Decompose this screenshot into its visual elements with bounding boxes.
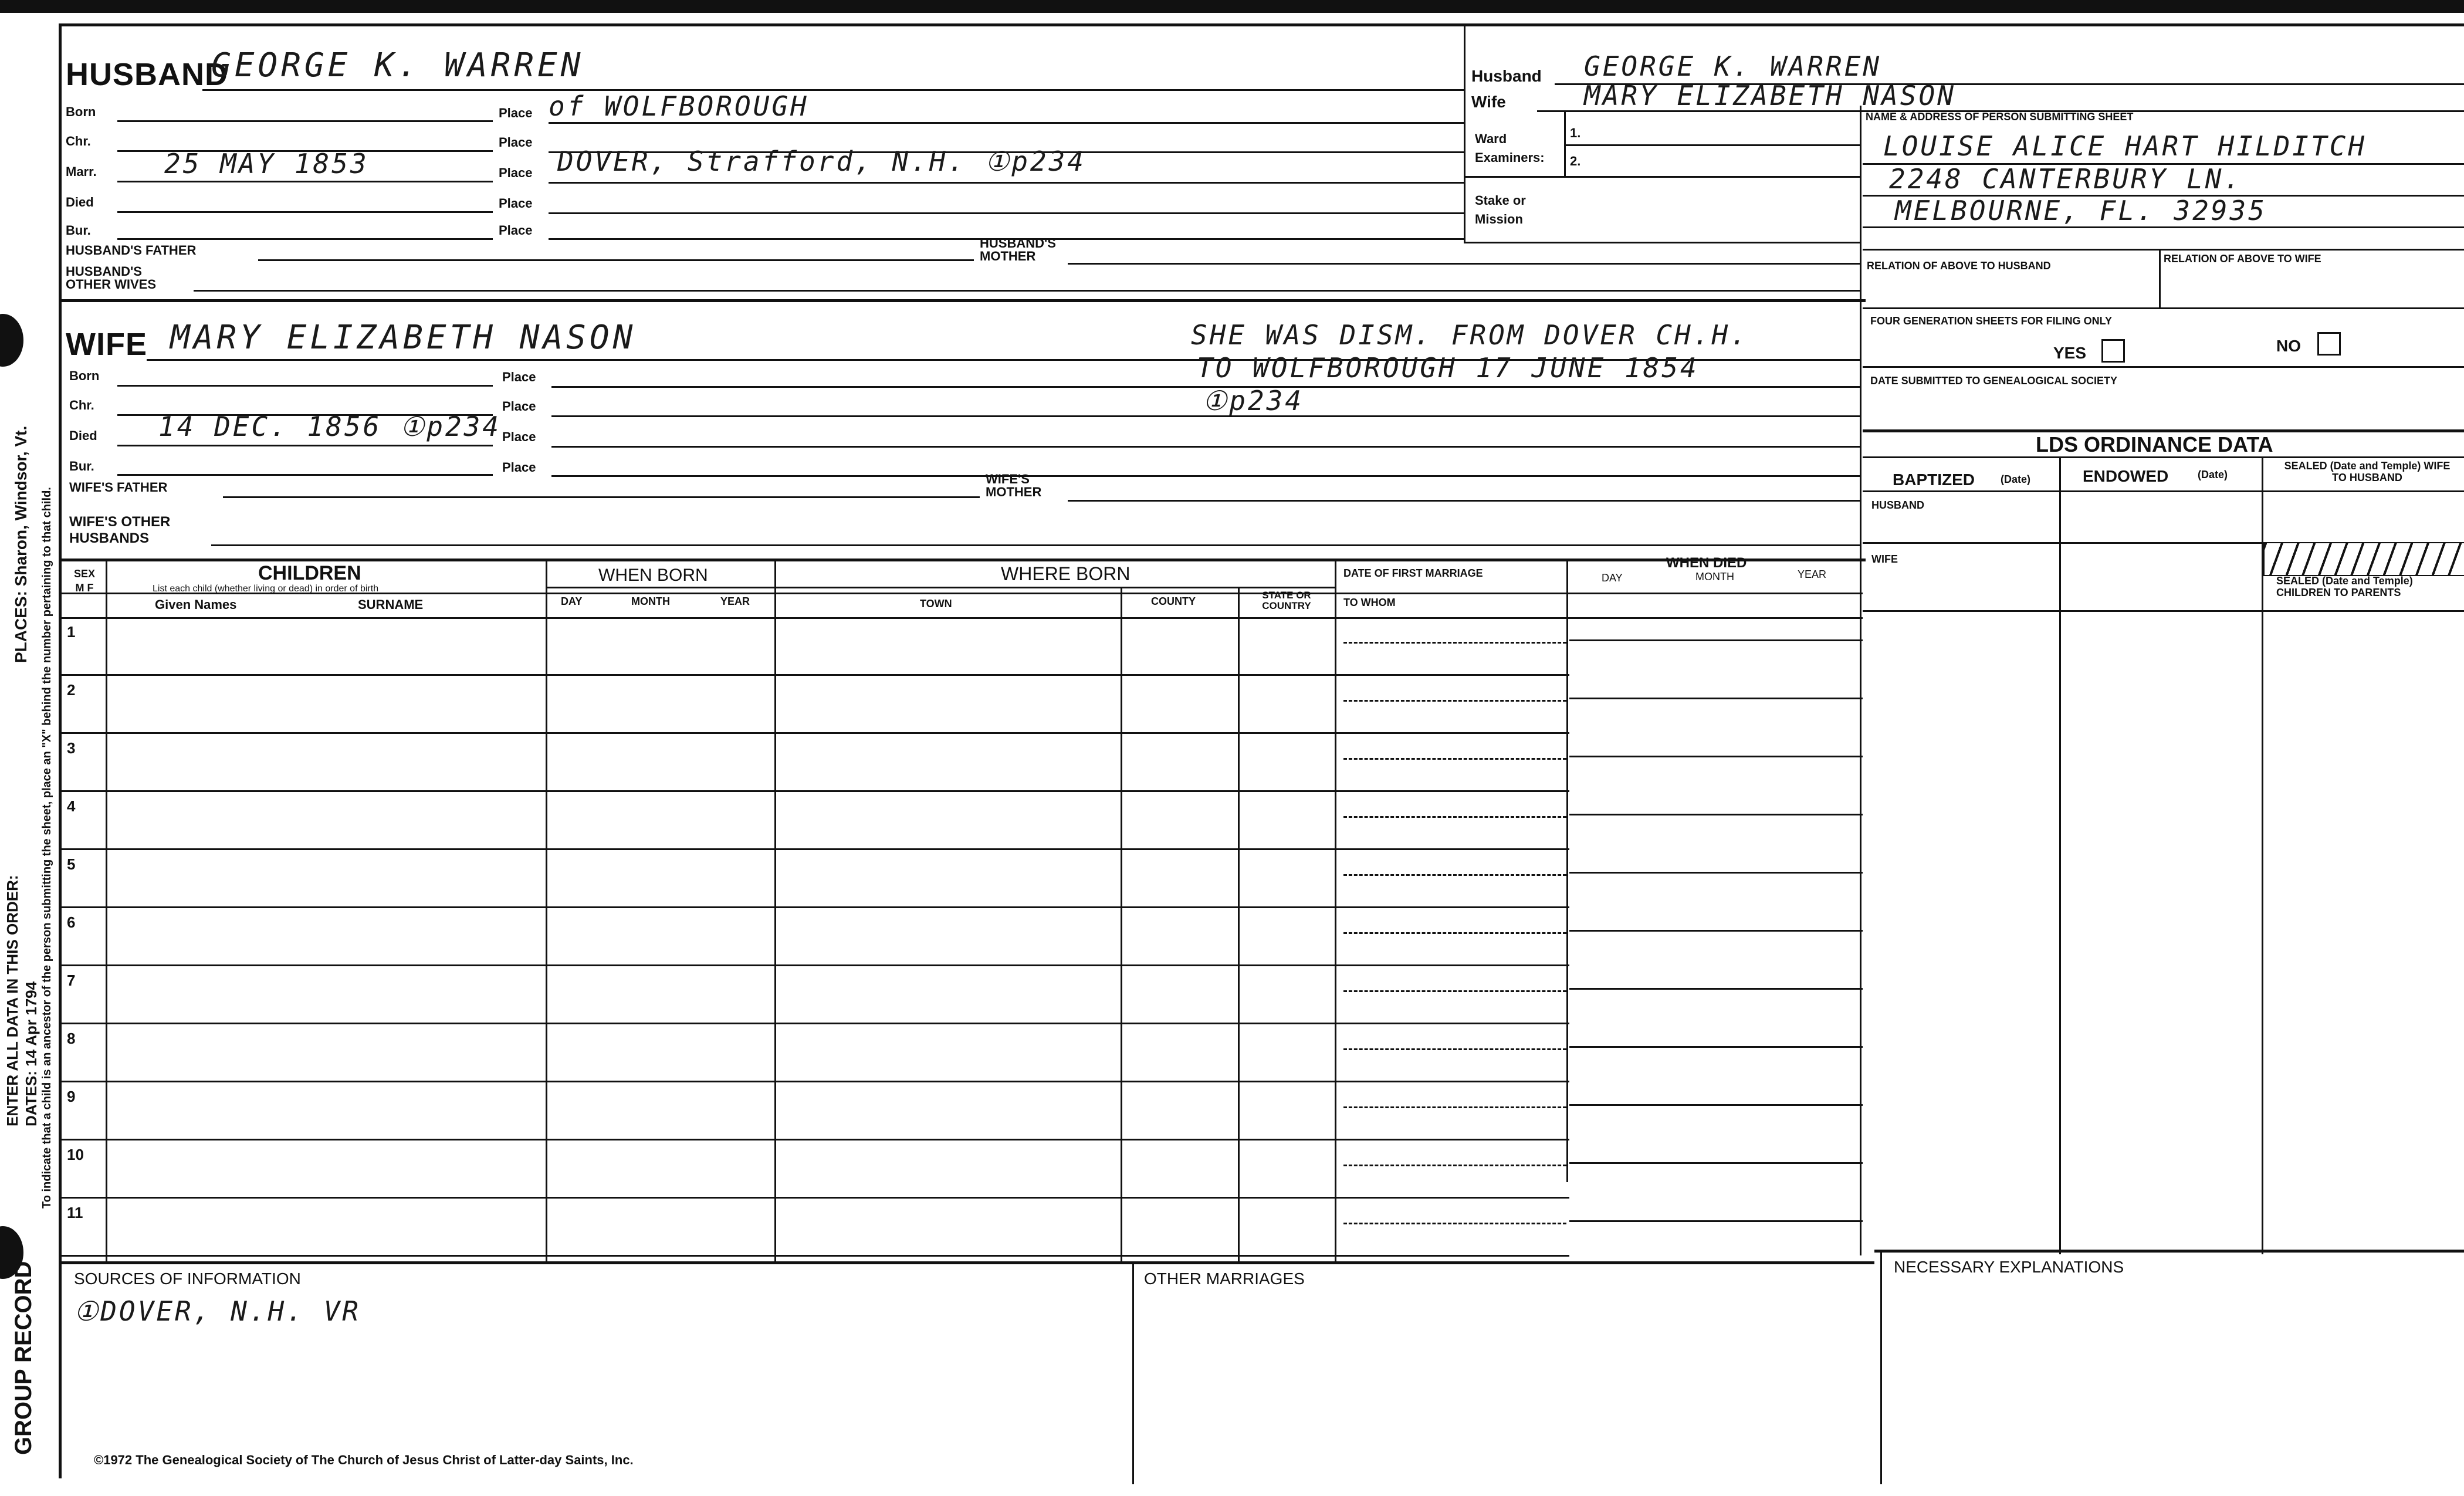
table-row[interactable] — [59, 1140, 1863, 1198]
line — [1863, 366, 2464, 368]
other-marriages-label: OTHER MARRIAGES — [1144, 1270, 1305, 1288]
rh-wife-label: Wife — [1471, 93, 1506, 111]
no-checkbox[interactable] — [2317, 332, 2341, 356]
col-where-born: WHERE BORN — [1001, 563, 1131, 584]
table-row[interactable] — [59, 1082, 1863, 1140]
line — [2262, 456, 2263, 1254]
marriage-dash — [1343, 1048, 1566, 1050]
sources-value[interactable]: ①DOVER, N.H. VR — [74, 1295, 361, 1327]
col-given-names: Given Names — [155, 597, 237, 612]
wifes-other-husbands-label: WIFE'S OTHER HUSBANDS — [69, 514, 171, 546]
line — [117, 120, 493, 122]
rh-husband-label: Husband — [1471, 67, 1542, 85]
col-county: COUNTY — [1151, 595, 1196, 607]
line — [117, 474, 493, 476]
died-line — [1569, 872, 1863, 874]
col-state: STATE OR COUNTRY — [1262, 590, 1311, 611]
section-divider — [59, 559, 1866, 561]
line — [551, 475, 1860, 477]
order-text: ENTER ALL DATA IN THIS ORDER: — [4, 875, 21, 1126]
lds-sealed-wife: SEALED (Date and Temple) WIFE TO HUSBAND — [2284, 460, 2451, 483]
col-died-month: MONTH — [1695, 571, 1734, 583]
sources-label: SOURCES OF INFORMATION — [74, 1270, 301, 1288]
rh-wife-value[interactable]: MARY ELIZABETH NASON — [1584, 80, 1956, 111]
line — [117, 385, 493, 387]
rh-submitter-label: NAME & ADDRESS OF PERSON SUBMITTING SHEET — [1866, 111, 2134, 123]
husband-heading: HUSBAND — [66, 57, 228, 92]
line — [551, 386, 1860, 388]
section-divider — [59, 299, 1866, 302]
died-line — [1569, 1046, 1863, 1048]
line — [194, 290, 1860, 292]
marriage-dash — [1343, 874, 1566, 876]
col-died-year: YEAR — [1798, 568, 1827, 580]
table-row[interactable] — [59, 1024, 1863, 1082]
lds-wife: WIFE — [1871, 553, 1898, 565]
table-row[interactable] — [59, 849, 1863, 908]
wife-died-label: Died — [69, 428, 97, 443]
bottom-col — [1132, 1261, 1134, 1484]
wife-note-line3[interactable]: ①p234 — [1203, 385, 1304, 417]
line — [1464, 242, 1860, 243]
husband-marr-label: Marr. — [66, 164, 97, 179]
row-number: 3 — [67, 739, 76, 757]
husband-name[interactable]: GEORGE K. WARREN — [211, 46, 584, 84]
marriage-dash — [1343, 990, 1566, 992]
husband-chr-label: Chr. — [66, 134, 91, 148]
table-row[interactable] — [59, 791, 1863, 849]
row-line — [59, 1255, 1569, 1257]
line — [1068, 500, 1860, 502]
marriage-dash — [1343, 1106, 1566, 1108]
row-number: 2 — [67, 681, 76, 699]
husband-died-label: Died — [66, 195, 94, 209]
wife-note-line1[interactable]: SHE WAS DISM. FROM DOVER CH.H. — [1191, 319, 1749, 351]
died-line — [1569, 1220, 1863, 1222]
rh-examiner-2: 2. — [1570, 154, 1581, 168]
wife-died-place-label: Place — [502, 429, 536, 444]
marriage-dash — [1343, 642, 1566, 644]
line — [2059, 456, 2061, 1254]
line — [117, 211, 493, 213]
margin-group-record — [12, 1261, 35, 1455]
line — [258, 259, 974, 261]
rh-stake-label: Stake or Mission — [1475, 193, 1526, 226]
places-text: PLACES: Sharon, Windsor, Vt. — [12, 425, 30, 663]
line — [1464, 176, 1860, 178]
line — [1068, 263, 1860, 265]
line — [117, 181, 493, 182]
col-day: DAY — [561, 595, 583, 607]
punch-hole — [0, 314, 23, 367]
line — [551, 415, 1860, 417]
line — [546, 587, 1335, 588]
line — [1863, 610, 2464, 612]
rh-date-submitted: DATE SUBMITTED TO GENEALOGICAL SOCIETY — [1870, 375, 2118, 387]
husband-marr-place[interactable]: DOVER, Strafford, N.H. ①p234 — [557, 145, 1086, 177]
line — [1863, 195, 2464, 197]
col-when-born: WHEN BORN — [598, 566, 708, 585]
row-number: 5 — [67, 855, 76, 873]
bottom-col — [1880, 1250, 1882, 1484]
bottom-divider — [59, 1261, 1874, 1264]
table-row[interactable] — [59, 966, 1863, 1024]
row-number: 6 — [67, 913, 76, 931]
died-line — [1569, 814, 1863, 815]
wife-born-place-label: Place — [502, 370, 536, 384]
wife-name[interactable]: MARY ELIZABETH NASON — [170, 319, 637, 357]
line — [1863, 456, 2464, 458]
hatched-cell — [2263, 542, 2464, 576]
husband-bur-place-label: Place — [499, 223, 533, 238]
line — [1564, 144, 1860, 146]
line — [551, 446, 1860, 448]
col-town: TOWN — [920, 598, 952, 610]
row-number: 11 — [67, 1204, 83, 1221]
husband-died-place-label: Place — [499, 196, 533, 211]
table-row[interactable] — [59, 1198, 1863, 1256]
table-row[interactable] — [59, 733, 1863, 791]
margin-dates — [23, 981, 39, 1126]
lds-endowed: ENDOWED — [2083, 467, 2169, 485]
line — [1863, 490, 2464, 492]
marriage-dash — [1343, 700, 1566, 702]
row-number: 8 — [67, 1030, 76, 1047]
husband-marr-date[interactable]: 25 MAY 1853 — [164, 148, 369, 180]
husbands-father-label: HUSBAND'S FATHER — [66, 243, 197, 258]
husband-chr-place-label: Place — [499, 135, 533, 150]
rh-submitter-line3[interactable]: MELBOURNE, FL. 32935 — [1895, 195, 2267, 226]
rh-examiners-label: Examiners: — [1475, 150, 1545, 165]
husband-born-label: Born — [66, 104, 96, 119]
rh-submitter-line2[interactable]: 2248 CANTERBURY LN. — [1889, 163, 2243, 195]
col-to-whom: TO WHOM — [1343, 597, 1396, 608]
col-first-marriage: DATE OF FIRST MARRIAGE — [1343, 567, 1483, 579]
top-border — [0, 0, 2464, 13]
col-sex: SEX M F — [73, 568, 96, 594]
rh-no-label: NO — [2276, 337, 2301, 355]
died-line — [1569, 930, 1863, 932]
marriage-dash — [1343, 1223, 1566, 1224]
line — [1863, 307, 2464, 309]
rh-yes-label: YES — [2053, 344, 2087, 362]
wife-heading: WIFE — [66, 327, 147, 362]
dates-text: DATES: 14 Apr 1794 — [22, 981, 40, 1126]
marriage-dash — [1343, 1165, 1566, 1166]
row-number: 1 — [67, 623, 76, 641]
husband-name-line — [202, 89, 1464, 91]
row-number: 10 — [67, 1146, 84, 1163]
line — [1863, 249, 2464, 251]
right-header-divider — [1464, 23, 1465, 242]
rh-relation-husband: RELATION OF ABOVE TO HUSBAND — [1867, 260, 2051, 272]
line — [549, 212, 1464, 214]
lds-endowed-date: (Date) — [2198, 469, 2228, 480]
wife-chr-place-label: Place — [502, 399, 536, 414]
copyright: ©1972 The Genealogical Society of The Church of Jesus Christ of Latter-day Saints, Inc. — [94, 1453, 634, 1467]
line — [1564, 111, 1566, 176]
row-number: 9 — [67, 1088, 76, 1105]
col-died-day: DAY — [1602, 572, 1623, 584]
yes-checkbox[interactable] — [2101, 339, 2125, 363]
line — [2159, 249, 2161, 307]
marriage-dash — [1343, 816, 1566, 818]
rh-relation-wife: RELATION OF ABOVE TO WIFE — [2164, 253, 2321, 265]
line — [1863, 163, 2464, 165]
rh-submitter-line1[interactable]: LOUISE ALICE HART HILDITCH — [1883, 130, 2367, 162]
lds-title: LDS ORDINANCE DATA — [2036, 432, 2273, 456]
col-when-died: WHEN DIED — [1666, 555, 1747, 571]
table-row[interactable] — [59, 617, 1863, 675]
lds-baptized: BAPTIZED — [1893, 471, 1975, 489]
husband-bur-label: Bur. — [66, 223, 91, 238]
wife-bur-label: Bur. — [69, 459, 94, 473]
husband-born-place[interactable]: of WOLFBOROUGH — [549, 90, 809, 122]
col-children-note: List each child (whether living or dead) in order of birth — [153, 584, 379, 594]
wife-died-date[interactable]: 14 DEC. 1856 ①p234 — [158, 411, 502, 442]
line — [549, 122, 1464, 124]
rh-husband-value[interactable]: GEORGE K. WARREN — [1584, 50, 1882, 82]
wife-chr-label: Chr. — [69, 398, 94, 412]
died-line — [1569, 988, 1863, 990]
wifes-mother-label: WIFE'S MOTHER — [986, 472, 1042, 499]
table-row[interactable] — [59, 675, 1863, 733]
rh-ward-label: Ward — [1475, 131, 1507, 146]
died-line — [1569, 639, 1863, 641]
marriage-dash — [1343, 758, 1566, 760]
wife-note-line2[interactable]: TO WOLFBOROUGH 17 JUNE 1854 — [1197, 352, 1699, 384]
husbands-other-wives-label: HUSBAND'S OTHER WIVES — [66, 264, 157, 292]
line — [117, 238, 493, 240]
died-line — [1569, 698, 1863, 699]
husbands-mother-label: HUSBAND'S MOTHER — [980, 236, 1056, 263]
margin-indicate — [41, 487, 53, 1209]
lds-baptized-date: (Date) — [2001, 473, 2031, 485]
col-month: MONTH — [631, 595, 670, 607]
husband-marr-place-label: Place — [499, 165, 533, 180]
line — [549, 182, 1464, 184]
group-record-label: GROUP RECORD — [11, 1261, 36, 1455]
died-line — [1569, 756, 1863, 757]
col-year: YEAR — [720, 595, 750, 607]
explanations-label: NECESSARY EXPLANATIONS — [1894, 1258, 2124, 1276]
indicate-text: To indicate that a child is an ancestor of the person submitting the sheet, place an "X" behind the number pertaining to that child. — [40, 487, 53, 1209]
rh-four-gen: FOUR GENERATION SHEETS FOR FILING ONLY — [1870, 315, 2113, 327]
lds-husband: HUSBAND — [1871, 499, 1924, 511]
row-number: 7 — [67, 972, 76, 989]
table-row[interactable] — [59, 908, 1863, 966]
line — [117, 445, 493, 446]
marriage-dash — [1343, 932, 1566, 934]
row-number: 4 — [67, 797, 76, 815]
col-surname: SURNAME — [358, 597, 424, 612]
wife-born-label: Born — [69, 368, 100, 383]
wifes-father-label: WIFE'S FATHER — [69, 480, 168, 495]
died-line — [1569, 1104, 1863, 1106]
rh-examiner-1: 1. — [1570, 126, 1581, 140]
margin-places — [13, 426, 29, 663]
margin-order — [5, 875, 20, 1126]
col-children: CHILDREN — [258, 562, 361, 584]
bottom-divider-right — [1874, 1250, 2464, 1253]
top-rule — [59, 23, 2464, 26]
line — [1863, 226, 2464, 228]
line — [223, 496, 980, 498]
died-line — [1569, 1162, 1863, 1164]
lds-sealed-children: SEALED (Date and Temple) CHILDREN TO PARENTS — [2276, 575, 2413, 598]
line — [211, 544, 1860, 546]
husband-born-place-label: Place — [499, 106, 533, 120]
wife-bur-place-label: Place — [502, 460, 536, 475]
